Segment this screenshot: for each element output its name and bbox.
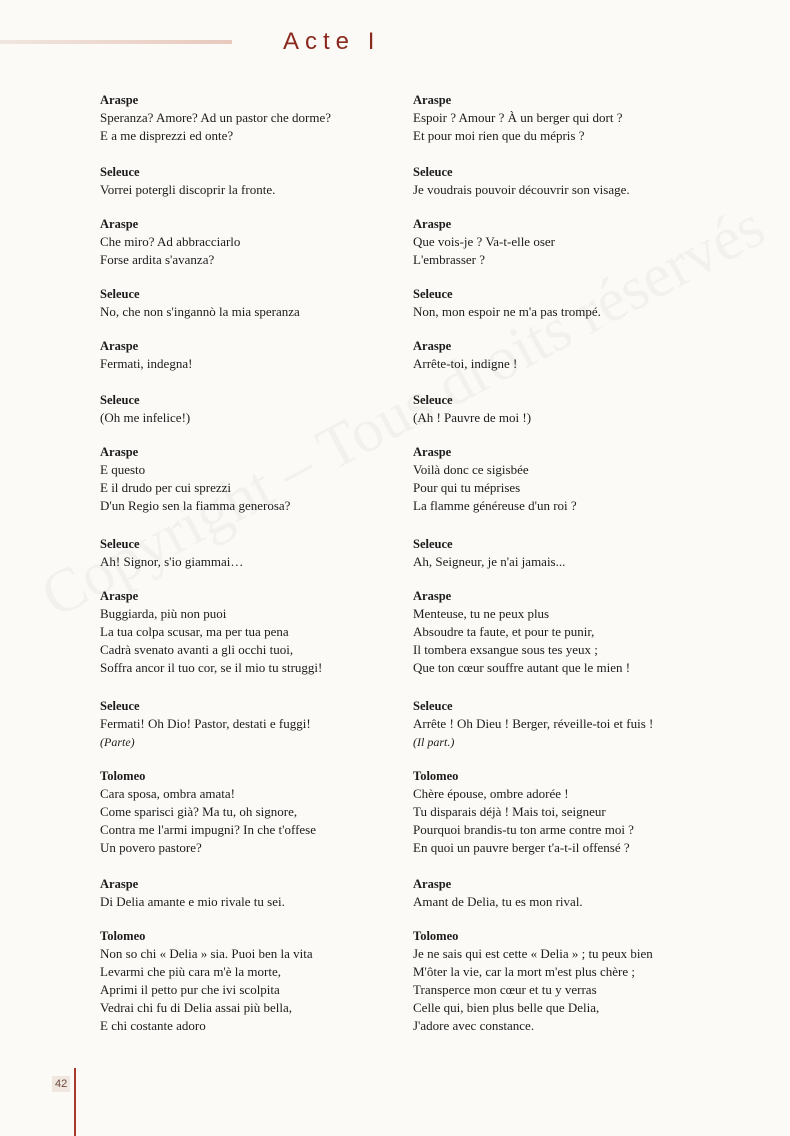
french-dialogue-block [413, 216, 703, 269]
verse-line: Vedrai chi fu di Delia assai più bella, [100, 1000, 293, 1015]
speaker-name: Seleuce [413, 537, 453, 551]
verse-line: Non so chi « Delia » sia. Puoi ben la vita [100, 946, 313, 961]
italian-dialogue-block [100, 876, 390, 911]
verse-line: Transperce mon cœur et tu y verras [413, 982, 597, 997]
speaker-name: Seleuce [100, 393, 140, 407]
french-dialogue-block [413, 698, 703, 751]
speaker-name: Araspe [100, 93, 139, 107]
verse-line: D'un Regio sen la fiamma generosa? [100, 498, 291, 513]
italian-dialogue-block [100, 338, 390, 373]
verse-line: E il drudo per cui sprezzi [100, 480, 232, 495]
speaker-name: Araspe [413, 445, 452, 459]
verse-line: La tua colpa scusar, ma per tua pena [100, 624, 289, 639]
verse-line: Levarmi che più cara m'è la morte, [100, 964, 282, 979]
verse-line: Cadrà svenato avanti a gli occhi tuoi, [100, 642, 294, 657]
verse-line: Pourquoi brandis-tu ton arme contre moi ? [413, 822, 634, 837]
verse-line: E a me disprezzi ed onte? [100, 128, 234, 143]
french-dialogue-block [413, 164, 703, 199]
speaker-name: Seleuce [100, 287, 140, 301]
verse-line: M'ôter la vie, car la mort m'est plus chère ; [413, 964, 635, 979]
speaker-name: Araspe [100, 339, 139, 353]
verse-line: Je ne sais qui est cette « Delia » ; tu peux bien [413, 946, 653, 961]
page-title: Acte I [283, 28, 381, 55]
verse-line: Que vois-je ? Va-t-elle oser [413, 234, 555, 249]
verse-line: Aprimi il petto pur che ivi scolpita [100, 982, 280, 997]
speaker-name: Araspe [100, 877, 139, 891]
verse-line: Vorrei potergli discoprir la fronte. [100, 182, 276, 197]
verse-line: Amant de Delia, tu es mon rival. [413, 894, 583, 909]
header-rule [0, 40, 232, 44]
speaker-name: Tolomeo [413, 929, 459, 943]
verse-line: Che miro? Ad abbracciarlo [100, 234, 241, 249]
verse-line: Que ton cœur souffre autant que le mien ! [413, 660, 631, 675]
verse-line: Di Delia amante e mio rivale tu sei. [100, 894, 285, 909]
french-dialogue-block [413, 536, 703, 571]
french-dialogue-block [413, 338, 703, 373]
speaker-name: Araspe [413, 93, 452, 107]
verse-line: Speranza? Amore? Ad un pastor che dorme? [100, 110, 332, 125]
italian-dialogue-block [100, 928, 390, 1035]
speaker-name: Araspe [413, 217, 452, 231]
speaker-name: Tolomeo [100, 929, 146, 943]
verse-line: Buggiarda, più non puoi [100, 606, 227, 621]
speaker-name: Tolomeo [413, 769, 459, 783]
italian-dialogue-block [100, 768, 390, 857]
speaker-name: Seleuce [413, 287, 453, 301]
stage-direction: (Parte) [100, 735, 135, 749]
italian-dialogue-block [100, 536, 390, 571]
verse-line: L'embrasser ? [413, 252, 486, 267]
verse-line: Un povero pastore? [100, 840, 202, 855]
italian-dialogue-block [100, 216, 390, 269]
page-number: 42 [52, 1076, 70, 1092]
verse-line: Espoir ? Amour ? À un berger qui dort ? [413, 110, 623, 125]
speaker-name: Seleuce [413, 165, 453, 179]
italian-dialogue-block [100, 92, 390, 145]
french-dialogue-block [413, 392, 703, 427]
speaker-name: Seleuce [100, 699, 140, 713]
verse-line: Arrête-toi, indigne ! [413, 356, 518, 371]
verse-line: En quoi un pauvre berger t'a-t-il offensé ? [413, 840, 630, 855]
speaker-name: Araspe [413, 589, 452, 603]
verse-line: Et pour moi rien que du mépris ? [413, 128, 585, 143]
verse-line: Forse ardita s'avanza? [100, 252, 215, 267]
french-dialogue-block [413, 768, 703, 857]
italian-dialogue-block [100, 286, 390, 321]
verse-line: (Oh me infelice!) [100, 410, 191, 425]
verse-line: Voilà donc ce sigisbée [413, 462, 529, 477]
speaker-name: Seleuce [413, 699, 453, 713]
verse-line: La flamme généreuse d'un roi ? [413, 498, 577, 513]
italian-dialogue-block [100, 588, 390, 677]
speaker-name: Araspe [413, 339, 452, 353]
verse-line: E chi costante adoro [100, 1018, 206, 1033]
verse-line: Non, mon espoir ne m'a pas trompé. [413, 304, 601, 319]
speaker-name: Araspe [100, 589, 139, 603]
speaker-name: Tolomeo [100, 769, 146, 783]
speaker-name: Araspe [413, 877, 452, 891]
speaker-name: Araspe [100, 445, 139, 459]
italian-dialogue-block [100, 444, 390, 515]
italian-dialogue-block [100, 164, 390, 199]
stage-direction: (Il part.) [413, 735, 455, 749]
verse-line: Fermati! Oh Dio! Pastor, destati e fuggi! [100, 716, 311, 731]
verse-line: Fermati, indegna! [100, 356, 193, 371]
verse-line: Absoudre ta faute, et pour te punir, [413, 624, 595, 639]
verse-line: Come sparisci già? Ma tu, oh signore, [100, 804, 298, 819]
verse-line: Contra me l'armi impugni? In che t'offese [100, 822, 316, 837]
french-dialogue-block [413, 588, 703, 677]
speaker-name: Seleuce [100, 537, 140, 551]
french-dialogue-block [413, 92, 703, 145]
verse-line: Soffra ancor il tuo cor, se il mio tu struggi! [100, 660, 323, 675]
verse-line: Menteuse, tu ne peux plus [413, 606, 550, 621]
verse-line: Je voudrais pouvoir découvrir son visage. [413, 182, 630, 197]
italian-dialogue-block [100, 392, 390, 427]
verse-line: Chère épouse, ombre adorée ! [413, 786, 569, 801]
verse-line: Il tombera exsangue sous tes yeux ; [413, 642, 598, 657]
verse-line: (Ah ! Pauvre de moi !) [413, 410, 532, 425]
verse-line: E questo [100, 462, 146, 477]
verse-line: Celle qui, bien plus belle que Delia, [413, 1000, 600, 1015]
speaker-name: Seleuce [413, 393, 453, 407]
verse-line: Tu disparais déjà ! Mais toi, seigneur [413, 804, 606, 819]
verse-line: No, che non s'ingannò la mia speranza [100, 304, 300, 319]
speaker-name: Araspe [100, 217, 139, 231]
verse-line: Pour qui tu méprises [413, 480, 521, 495]
verse-line: Cara sposa, ombra amata! [100, 786, 236, 801]
french-dialogue-block [413, 928, 703, 1035]
verse-line: Arrête ! Oh Dieu ! Berger, réveille-toi et fuis ! [413, 716, 654, 731]
french-dialogue-block [413, 444, 703, 515]
margin-rule [74, 1068, 76, 1136]
verse-line: Ah! Signor, s'io giammai… [100, 554, 244, 569]
verse-line: Ah, Seigneur, je n'ai jamais... [413, 554, 566, 569]
verse-line: J'adore avec constance. [413, 1018, 535, 1033]
italian-dialogue-block [100, 698, 390, 751]
french-dialogue-block [413, 876, 703, 911]
french-dialogue-block [413, 286, 703, 321]
speaker-name: Seleuce [100, 165, 140, 179]
